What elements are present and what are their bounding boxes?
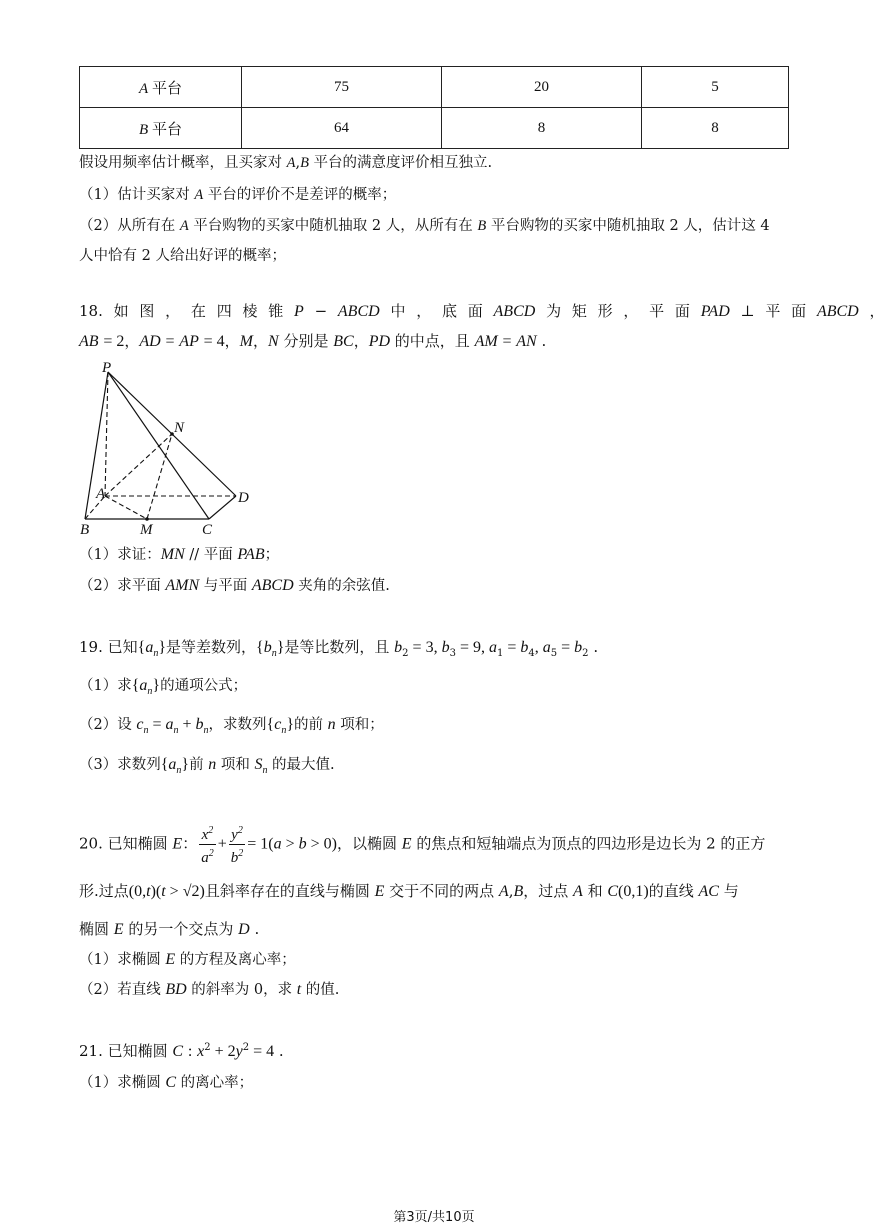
q20-stem-line1: 20. 已知椭圆 E： $\frac{x^2}{a^2}$ + $\frac{y^2}{b^2}$ = 1(a > b > 0)，以椭圆 E 的焦点和短轴端点为顶点的四边形是边长为 2 的正方 (79, 822, 765, 867)
table-cell-label: B 平台 (80, 108, 242, 149)
label-A: A (96, 486, 106, 502)
page-footer: 第3页/共10页 (393, 1210, 475, 1225)
q18-part1: （1）求证：MN // 平面 PAB； (79, 546, 280, 563)
q19-part3: （3）求数列$\{a_n\}$前 n 项和 $S_n$ 的最大值. (79, 756, 335, 776)
label-M: M (140, 522, 153, 538)
q19-part1: （1）求$\{a_n\}$的通项公式； (79, 677, 248, 697)
q18-part2: （2）求平面 AMN 与平面 ABCD 夹角的余弦值. (79, 577, 390, 594)
table-cell: 75 (242, 67, 442, 108)
pyramid-figure (76, 358, 256, 540)
table-cell: 8 (642, 108, 789, 149)
label-C: C (202, 522, 213, 538)
table-cell: 64 (242, 108, 442, 149)
q20-part1: （1）求椭圆 E 的方程及离心率； (79, 951, 296, 968)
label-D: D (238, 490, 249, 506)
q21-stem: 21. 已知椭圆 C : $x^2 + 2y^2 = 4$ . (79, 1042, 284, 1060)
q21-part1: （1）求椭圆 C 的离心率； (79, 1074, 254, 1091)
q19-part2: （2）设 $c_n = a_n + b_n$，求数列$\{c_n\}$的前 n 项和； (79, 716, 384, 736)
q20-part2: （2）若直线 BD 的斜率为 0，求 t 的值. (79, 981, 340, 998)
q20-stem-line3: 椭圆 E 的另一个交点为 D . (79, 920, 260, 938)
label-P: P (102, 360, 112, 376)
table-cell: 8 (442, 108, 642, 149)
label-N: N (174, 420, 185, 436)
table-row (80, 108, 789, 149)
q20-stem-line2: 形.过点(0,t)(t > √2)且斜率存在的直线与椭圆 E 交于不同的两点 A,B，过点 A 和 C(0,1)的直线 AC 与 (79, 882, 739, 900)
q19-stem: 19. 已知$\{a_n\}$是等差数列，$\{b_n\}$是等比数列，且 $b_2 = 3$, $b_3 = 9$, $a_1 = b_4$, $a_5 = b_2$ . (79, 638, 599, 659)
label-B: B (80, 522, 90, 538)
q18-stem-line1: 18. 如 图 ， 在 四 棱 锥 P − ABCD 中 ， 底 面 ABCD 为 矩 形 ， 平 面 PAD ⊥ 平 面 ABCD ， (79, 302, 885, 320)
q17-part1: （1）估计买家对 A 平台的评价不是差评的概率； (79, 187, 397, 203)
q17-part2-line1: （2）从所有在 A 平台购物的买家中随机抽取 2 人，从所有在 B 平台购物的买家中随机抽取 2 人，估计这 4 (79, 218, 770, 234)
table-row (80, 67, 789, 108)
q18-stem-line2: AB = 2，AD = AP = 4，M，N 分别是 BC，PD 的中点，且 AM = AN . (79, 332, 547, 350)
table-cell: 20 (442, 67, 642, 108)
table-cell-label: A 平台 (80, 67, 242, 108)
q17-assumption: 假设用频率估计概率，且买家对 A,B 平台的满意度评价相互独立. (79, 155, 493, 171)
table-cell: 5 (642, 67, 789, 108)
q17-part2-line2: 人中恰有 2 人给出好评的概率； (79, 248, 286, 264)
rating-table (79, 66, 789, 149)
